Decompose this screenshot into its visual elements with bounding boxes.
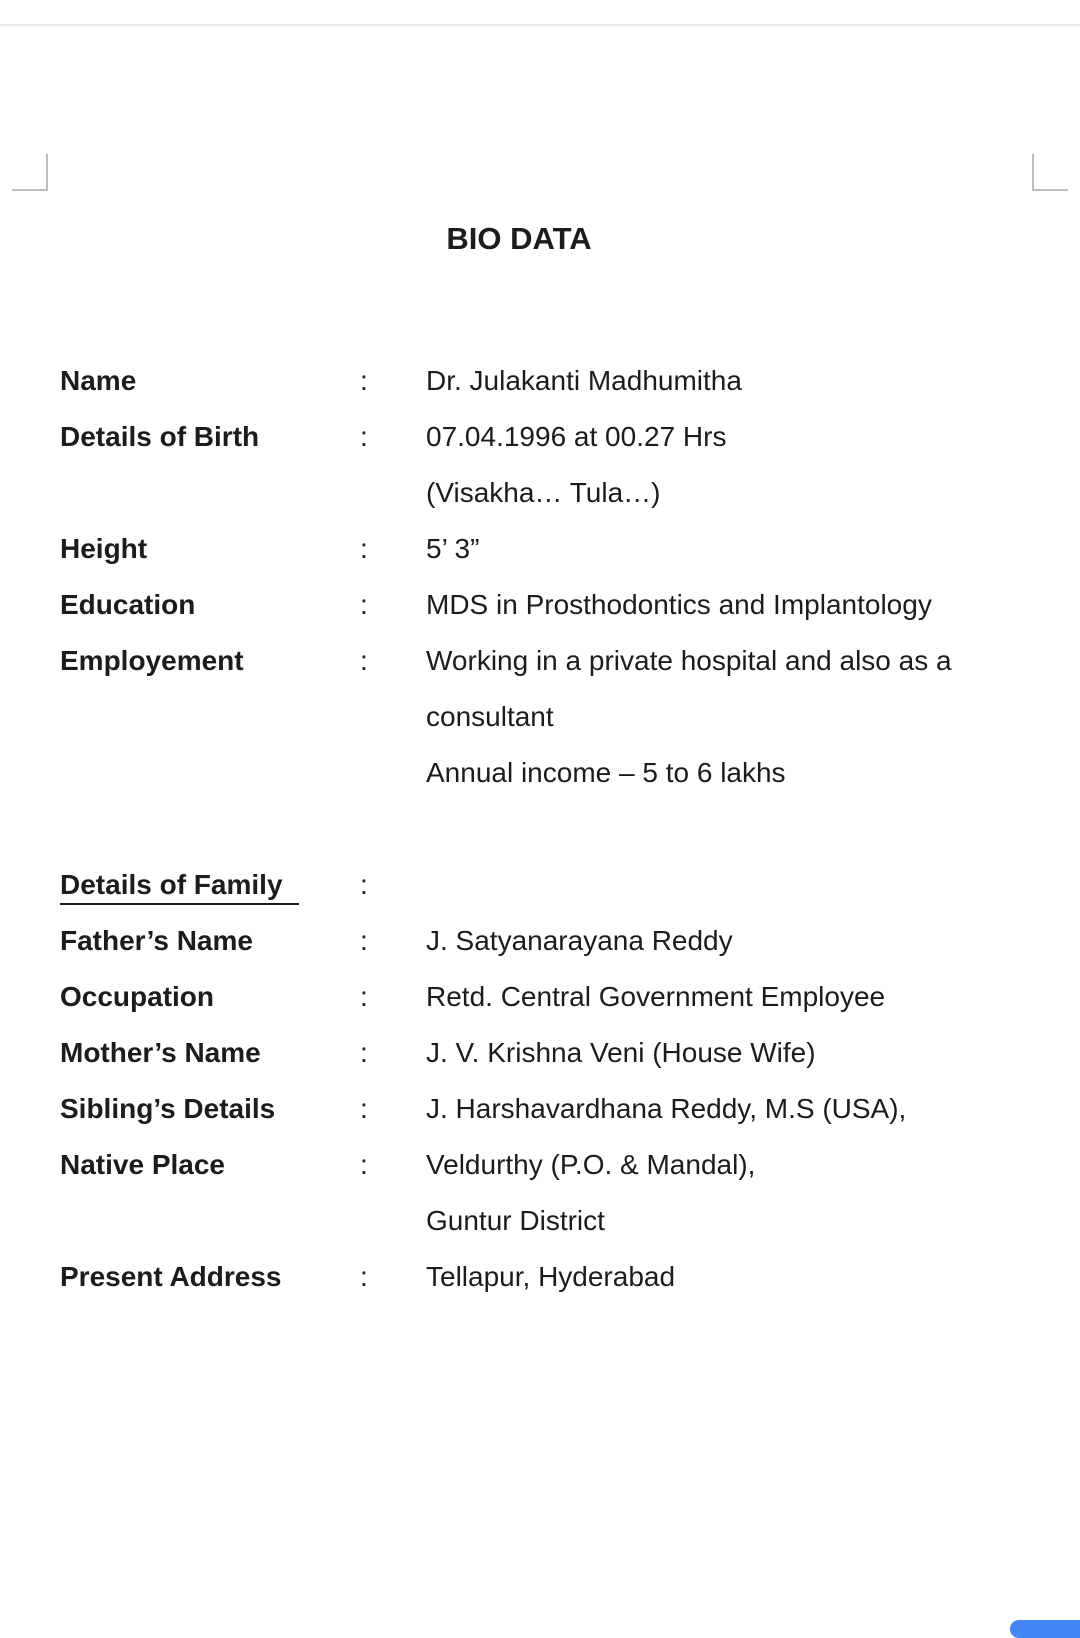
field-colon: : — [360, 1149, 368, 1180]
field-row-annual-income — [60, 745, 1046, 801]
field-row-employement-continuation — [60, 689, 1046, 745]
field-label-text: Employement — [60, 645, 244, 676]
field-label-text: Occupation — [60, 981, 215, 1012]
biodata-fields — [0, 353, 1080, 1305]
field-value: (Visakha… Tula…) — [426, 477, 661, 508]
field-value: 07.04.1996 at 00.27 Hrs — [426, 421, 727, 452]
field-label-text: Mother’s Name — [60, 1037, 261, 1068]
field-label — [60, 980, 360, 1014]
field-label-text: Height — [60, 533, 148, 564]
spacer-row — [60, 801, 1046, 857]
field-colon: : — [360, 1037, 368, 1068]
field-colon: : — [360, 421, 368, 452]
field-value: Retd. Central Government Employee — [426, 981, 886, 1012]
field-row-native-place-continuation — [60, 1193, 1046, 1249]
field-colon: : — [360, 365, 368, 396]
field-value: consultant — [426, 701, 554, 732]
field-value: Tellapur, Hyderabad — [426, 1261, 676, 1292]
scroll-indicator[interactable] — [1010, 1620, 1080, 1638]
field-label — [60, 1092, 360, 1126]
family-section-heading — [60, 857, 1046, 913]
field-value: Guntur District — [426, 1205, 605, 1236]
field-value: MDS in Prosthodontics and Implantology — [426, 589, 932, 620]
field-label — [60, 532, 360, 566]
field-row-mothers-name — [60, 1025, 1046, 1081]
page-corner-mark-right — [1032, 154, 1068, 191]
field-label — [60, 868, 360, 902]
field-label — [60, 924, 360, 958]
field-label-text: Education — [60, 589, 196, 620]
field-colon: : — [360, 925, 368, 956]
field-colon: : — [360, 645, 368, 676]
field-label-text: Details of Birth — [60, 421, 260, 452]
field-row-birth-continuation — [60, 465, 1046, 521]
field-label — [60, 420, 360, 454]
field-label-text: Sibling’s Details — [60, 1093, 276, 1124]
field-colon: : — [360, 533, 368, 564]
field-row-details-of-birth — [60, 409, 1046, 465]
field-label-text: Native Place — [60, 1149, 225, 1180]
field-colon: : — [360, 1093, 368, 1124]
field-label-text: Father’s Name — [60, 925, 253, 956]
field-colon: : — [360, 1261, 368, 1292]
field-colon: : — [360, 869, 368, 900]
field-row-education — [60, 577, 1046, 633]
field-value: J. V. Krishna Veni (House Wife) — [426, 1037, 816, 1068]
field-label — [60, 1148, 360, 1182]
field-label — [60, 588, 360, 622]
field-row-native-place — [60, 1137, 1046, 1193]
field-value: Annual income – 5 to 6 lakhs — [426, 757, 786, 788]
field-value: Veldurthy (P.O. & Mandal), — [426, 1149, 756, 1180]
field-value: Dr. Julakanti Madhumitha — [426, 365, 742, 396]
field-value: 5’ 3” — [426, 533, 480, 564]
field-value: J. Harshavardhana Reddy, M.S (USA), — [426, 1093, 907, 1124]
field-label — [60, 644, 360, 678]
page-corner-mark-left — [12, 154, 48, 191]
field-colon: : — [360, 589, 368, 620]
field-label — [60, 364, 360, 398]
field-label — [60, 1260, 360, 1294]
document-title: BIO DATA — [446, 221, 592, 256]
field-row-occupation — [60, 969, 1046, 1025]
field-label — [60, 1036, 360, 1070]
field-value: Working in a private hospital and also as a — [426, 645, 952, 676]
field-row-employement — [60, 633, 1046, 689]
field-label-text: Present Address — [60, 1261, 282, 1292]
field-label-text: Name — [60, 365, 137, 396]
field-row-name — [60, 353, 1046, 409]
field-label-text: Details of Family — [60, 869, 299, 905]
field-row-siblings-details — [60, 1081, 1046, 1137]
field-row-fathers-name — [60, 913, 1046, 969]
top-divider — [0, 24, 1080, 26]
field-row-present-address — [60, 1249, 1046, 1305]
field-row-height — [60, 521, 1046, 577]
field-value: J. Satyanarayana Reddy — [426, 925, 733, 956]
field-colon: : — [360, 981, 368, 1012]
